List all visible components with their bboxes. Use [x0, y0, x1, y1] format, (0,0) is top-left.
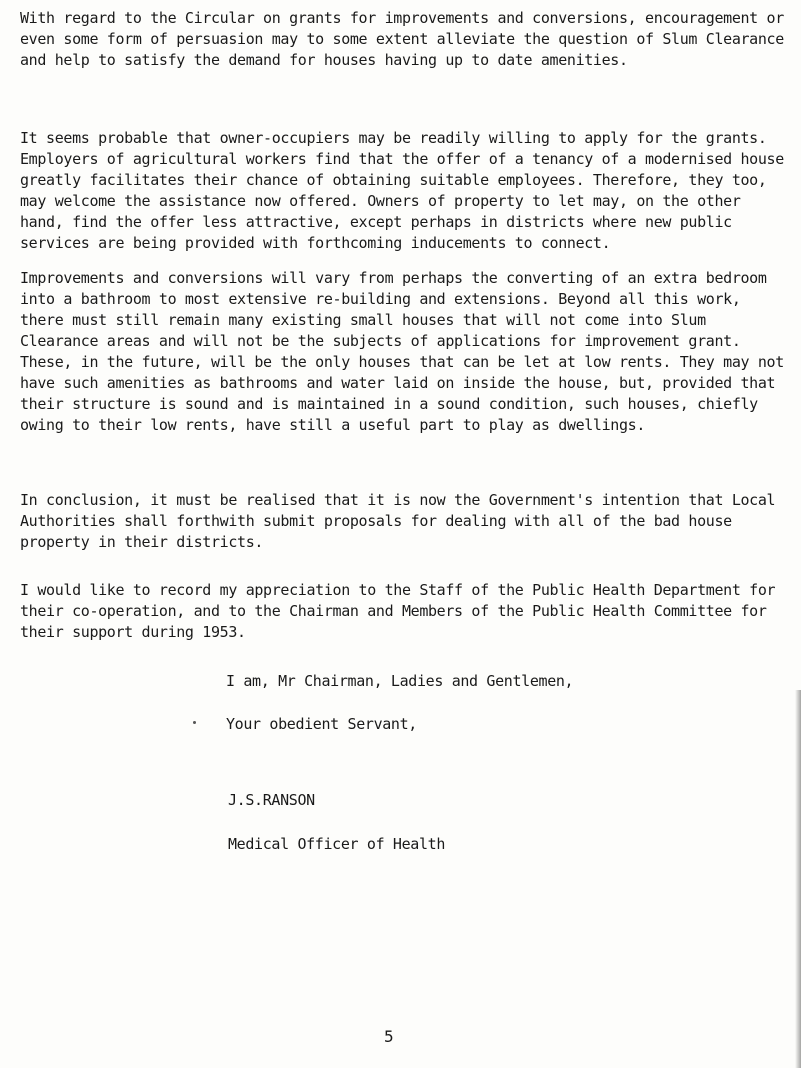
stray-mark: [193, 721, 196, 724]
closing-valediction: Your obedient Servant,: [226, 715, 417, 733]
closing-salutation: I am, Mr Chairman, Ladies and Gentlemen,: [226, 672, 574, 690]
paragraph-conclusion: In conclusion, it must be realised that it is now the Government's intention that Local Authorities shall forthwith submit proposals for dealing with all of the bad house property in their districts.: [20, 491, 784, 551]
paragraph-circular-grants: With regard to the Circular on grants for improvements and conversions, encouragement or even some form of persuasion may to some extent alleviate the question of Slum Clearance and help to satisfy the demand for houses having up to date amenities.: [20, 9, 793, 69]
page-number: 5: [384, 1027, 394, 1046]
signatory-name: J.S.RANSON: [228, 791, 315, 809]
paragraph-improvements: Improvements and conversions will vary from perhaps the converting of an extra bedroom into a bathroom to most extensive re-building and extensions. Beyond all this work, there must still remain many existing small houses that will not come into Slum Clearance areas and will not be the subjects of applications for improvement grant. These, in the future, will be the only houses that can be let at low rents. They may not have such amenities as bathrooms and water laid on inside the house, but, provided that their structure is sound and is maintained in a sound condition, such houses, chiefly owing to their low rents, have still a useful part to play as dwellings.: [20, 269, 793, 434]
page-edge-shadow: [795, 690, 801, 1068]
paragraph-owner-occupiers: It seems probable that owner-occupiers may be readily willing to apply for the grants. Employers of agricultural workers find that the offer of a tenancy of a modernised house greatly facilitates their chance of obtaining suitable employees. Therefore, they too, may welcome the assistance now offered. Owners of property to let may, on the other hand, find the offer less attractive, except perhaps in districts where new public services are being provided with forthcoming inducements to connect.: [20, 129, 793, 252]
signatory-title: Medical Officer of Health: [228, 835, 446, 853]
paragraph-appreciation: I would like to record my appreciation to the Staff of the Public Health Department for their co-operation, and to the Chairman and Members of the Public Health Committee for their support during 1953.: [20, 581, 784, 641]
